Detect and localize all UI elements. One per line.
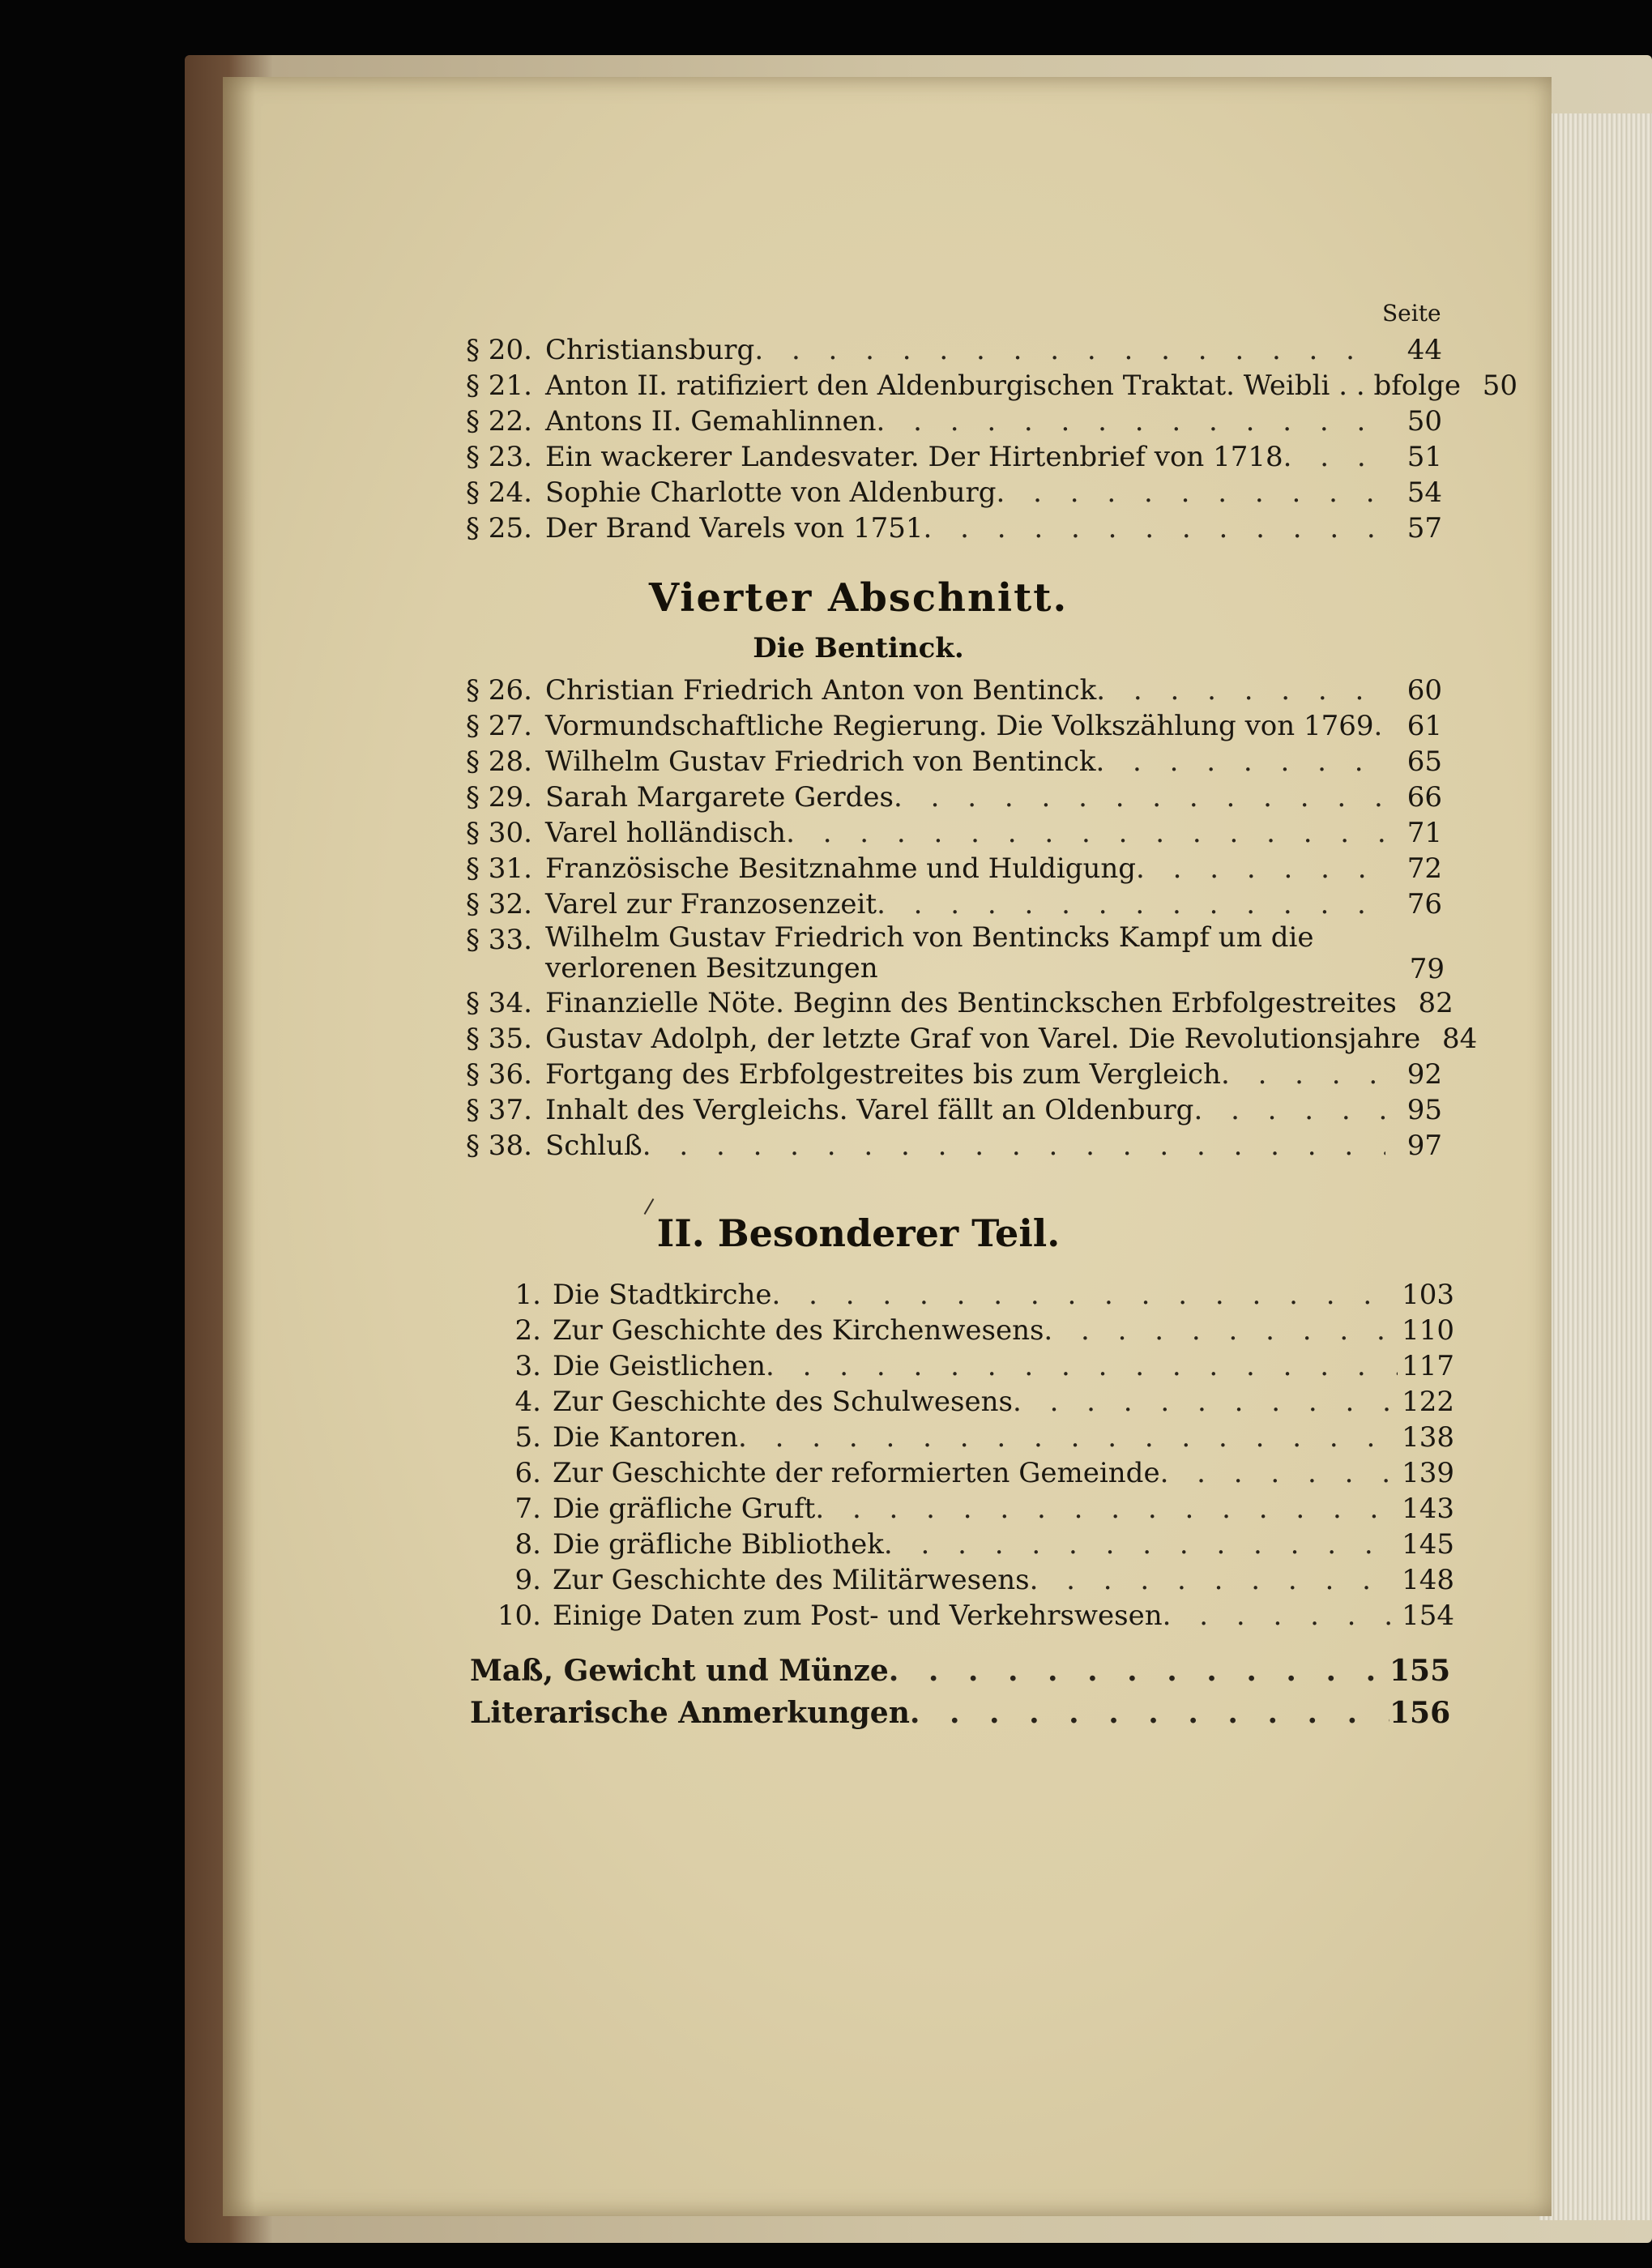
leader-dots [889, 1653, 1389, 1689]
toc-title: Sarah Margarete Gerdes [545, 781, 894, 814]
toc-entry [466, 475, 1442, 510]
toc-title: Die gräfliche Bibliothek [553, 1528, 884, 1561]
toc-page-number: 50 [1482, 369, 1518, 402]
toc-title: Sophie Charlotte von Aldenburg [545, 476, 997, 509]
toc-title: Die Stadtkirche [553, 1279, 772, 1311]
toc-entry [466, 779, 1442, 815]
toc-page-number: 65 [1407, 745, 1442, 778]
toc-page-number: 71 [1407, 817, 1442, 849]
leader-dots [1374, 708, 1385, 744]
leader-dots [642, 1128, 1385, 1164]
toc-page-number: 148 [1402, 1564, 1454, 1596]
leader-dots [924, 510, 1385, 546]
toc-entry [466, 1092, 1442, 1128]
toc-entry [466, 673, 1442, 708]
leader-dots [1283, 439, 1385, 475]
leader-dots [1193, 1092, 1385, 1128]
toc-title: Die gräfliche Gruft [553, 1493, 816, 1525]
toc-section-number: § 33. [466, 924, 532, 956]
toc-title: Der Brand Varels von 1751 [545, 512, 924, 545]
toc-title: Die Kantoren [553, 1421, 739, 1454]
toc-entry [466, 886, 1442, 922]
toc-page-number: 95 [1407, 1094, 1442, 1126]
toc-section-number: § 29. [466, 781, 532, 814]
toc-section-number: § 38. [466, 1130, 532, 1162]
toc-title: Wilhelm Gustav Friedrich von Bentincks Kampf um die verlorenen Besitzungen [545, 921, 1314, 985]
leader-dots [766, 1348, 1398, 1384]
toc-page-number: 156 [1389, 1696, 1451, 1730]
leader-dots [754, 332, 1385, 368]
toc-title: Französische Besitznahme und Huldigung [545, 852, 1137, 885]
leader-dots [772, 1277, 1398, 1313]
toc-section-number: § 37. [466, 1094, 532, 1126]
toc-section-number: § 32. [466, 888, 532, 920]
toc-entry [478, 1598, 1454, 1634]
leader-dots [997, 475, 1385, 510]
toc-page-number: 117 [1402, 1350, 1454, 1382]
toc-entry [466, 851, 1442, 886]
toc-section-number: § 20. [466, 334, 532, 366]
column-header-seite: Seite [1382, 300, 1441, 327]
page-edges [1539, 113, 1652, 2220]
toc-page-number: 61 [1407, 710, 1442, 742]
leader-dots [1160, 1455, 1398, 1491]
toc-page-number: 72 [1407, 852, 1442, 885]
toc-page-number: 155 [1389, 1654, 1451, 1688]
leader-dots [1044, 1313, 1398, 1348]
toc-page-number: 44 [1407, 334, 1442, 366]
leader-dots [786, 815, 1385, 851]
toc-page-number: 122 [1402, 1386, 1454, 1418]
toc-entry [466, 708, 1442, 744]
page-gutter-shadow [223, 77, 255, 2216]
toc-page-number: 79 [1409, 953, 1445, 985]
toc-entry [478, 1491, 1454, 1527]
toc-title: Zur Geschichte des Kirchenwesens [553, 1314, 1044, 1347]
toc-page-number: 92 [1407, 1058, 1442, 1091]
toc-title: Vormundschaftliche Regierung. Die Volkszählung von 1769 [545, 710, 1374, 742]
toc-entry [478, 1348, 1454, 1384]
toc-title: Gustav Adolph, der letzte Graf von Varel. Die Revolutionsjahre [545, 1023, 1421, 1055]
leader-dots [884, 1527, 1398, 1562]
toc-page-number: 60 [1407, 674, 1442, 707]
toc-item-number: 3. [514, 1350, 541, 1382]
toc-page-number: 110 [1402, 1314, 1454, 1347]
toc-section-number: § 21. [466, 369, 532, 402]
toc-page-number: 57 [1407, 512, 1442, 545]
toc-entry [466, 1021, 1478, 1057]
toc-page-number: 66 [1407, 781, 1442, 814]
section-subheading-die-bentinck: Die Bentinck. [753, 632, 964, 664]
toc-title: Literarische Anmerkungen [470, 1696, 910, 1730]
toc-section-number: § 30. [466, 817, 532, 849]
leader-dots [1013, 1384, 1398, 1420]
toc-entry [478, 1562, 1454, 1598]
leader-dots [877, 886, 1385, 922]
toc-page-number: 76 [1407, 888, 1442, 920]
toc-entry [466, 1128, 1442, 1164]
toc-entry [478, 1313, 1454, 1348]
toc-item-number: 9. [514, 1564, 541, 1596]
toc-section-number: § 26. [466, 674, 532, 707]
toc-page-number: 82 [1418, 987, 1454, 1019]
toc-title: Antons II. Gemahlinnen [545, 405, 877, 438]
toc-entry [466, 510, 1442, 546]
toc-item-number: 5. [514, 1421, 541, 1454]
toc-page-number: 84 [1441, 1023, 1478, 1055]
leader-dots [1221, 1057, 1385, 1092]
toc-entry [466, 368, 1518, 404]
toc-page-number: 54 [1407, 476, 1442, 509]
toc-title: Einige Daten zum Post- und Verkehrswesen [553, 1600, 1163, 1632]
toc-title: Die Geistlichen [553, 1350, 766, 1382]
leader-dots [1095, 744, 1385, 779]
toc-section-number: § 23. [466, 441, 532, 473]
toc-title: Schluß [545, 1130, 642, 1162]
toc-title: Zur Geschichte des Schulwesens [553, 1386, 1013, 1418]
toc-page-number: 143 [1402, 1493, 1454, 1525]
toc-page-number: 145 [1402, 1528, 1454, 1561]
toc-title: Maß, Gewicht und Münze [470, 1654, 889, 1688]
toc-title: Inhalt des Vergleichs. Varel fällt an Oldenburg [545, 1094, 1194, 1126]
leader-dots [1030, 1562, 1398, 1598]
toc-page-number: 51 [1407, 441, 1442, 473]
toc-section-number: § 22. [466, 405, 532, 438]
leader-dots [1096, 673, 1385, 708]
toc-page-number: 97 [1407, 1130, 1442, 1162]
part-heading-besonderer-teil: II. Besonderer Teil. [656, 1211, 1061, 1255]
toc-item-number: 4. [514, 1386, 541, 1418]
toc-item-number: 6. [514, 1457, 541, 1489]
leader-dots [894, 779, 1385, 815]
toc-entry [466, 1057, 1442, 1092]
toc-page-number: 50 [1407, 405, 1442, 438]
toc-entry [466, 404, 1442, 439]
toc-section-number: § 34. [466, 987, 532, 1019]
toc-entry [478, 1455, 1454, 1491]
toc-title: Finanzielle Nöte. Beginn des Bentinckschen Erbfolgestreites [545, 987, 1397, 1019]
toc-page-number: 138 [1402, 1421, 1454, 1454]
toc-item-number: 7. [514, 1493, 541, 1525]
toc-item-number: 10. [497, 1600, 541, 1632]
toc-page-number: 154 [1402, 1600, 1454, 1632]
toc-entry [466, 439, 1442, 475]
toc-title: Varel holländisch [545, 817, 787, 849]
toc-entry [466, 921, 1445, 987]
toc-title: Zur Geschichte des Militärwesens [553, 1564, 1030, 1596]
leader-dots [1136, 851, 1385, 886]
section-heading-vierter-abschnitt: Vierter Abschnitt. [648, 575, 1069, 621]
toc-entry [466, 744, 1442, 779]
toc-title: Wilhelm Gustav Friedrich von Bentinck [545, 745, 1096, 778]
toc-section-number: § 25. [466, 512, 532, 545]
toc-section-number: § 27. [466, 710, 532, 742]
toc-title: Varel zur Franzosenzeit [545, 888, 877, 920]
toc-entry-appendix [470, 1695, 1451, 1731]
toc-section-number: § 35. [466, 1023, 532, 1055]
toc-item-number: 2. [514, 1314, 541, 1347]
toc-title: Ein wackerer Landesvater. Der Hirtenbrief von 1718 [545, 441, 1283, 473]
leader-dots [815, 1491, 1398, 1527]
leader-dots [876, 404, 1385, 439]
toc-entry [478, 1420, 1454, 1455]
toc-entry [466, 985, 1454, 1021]
toc-item-number: 1. [514, 1279, 541, 1311]
leader-dots [910, 1695, 1389, 1731]
leader-dots [1163, 1598, 1398, 1634]
toc-entry [466, 815, 1442, 851]
toc-entry [466, 332, 1442, 368]
toc-title: Fortgang des Erbfolgestreites bis zum Vergleich [545, 1058, 1221, 1091]
toc-section-number: § 28. [466, 745, 532, 778]
toc-entry [478, 1277, 1454, 1313]
toc-page-number: 139 [1402, 1457, 1454, 1489]
toc-entry [478, 1384, 1454, 1420]
toc-section-number: § 24. [466, 476, 532, 509]
toc-entry-appendix [470, 1653, 1451, 1689]
toc-page-number: 103 [1402, 1279, 1454, 1311]
toc-item-number: 8. [514, 1528, 541, 1561]
toc-section-number: § 31. [466, 852, 532, 885]
toc-section-number: § 36. [466, 1058, 532, 1091]
toc-title: Anton II. ratifiziert den Aldenburgischen Traktat. Weibli . . bfolge [545, 369, 1462, 402]
toc-entry [478, 1527, 1454, 1562]
toc-title: Christiansburg [545, 334, 755, 366]
toc-title: Christian Friedrich Anton von Bentinck [545, 674, 1097, 707]
toc-title: Zur Geschichte der reformierten Gemeinde [553, 1457, 1160, 1489]
leader-dots [738, 1420, 1398, 1455]
